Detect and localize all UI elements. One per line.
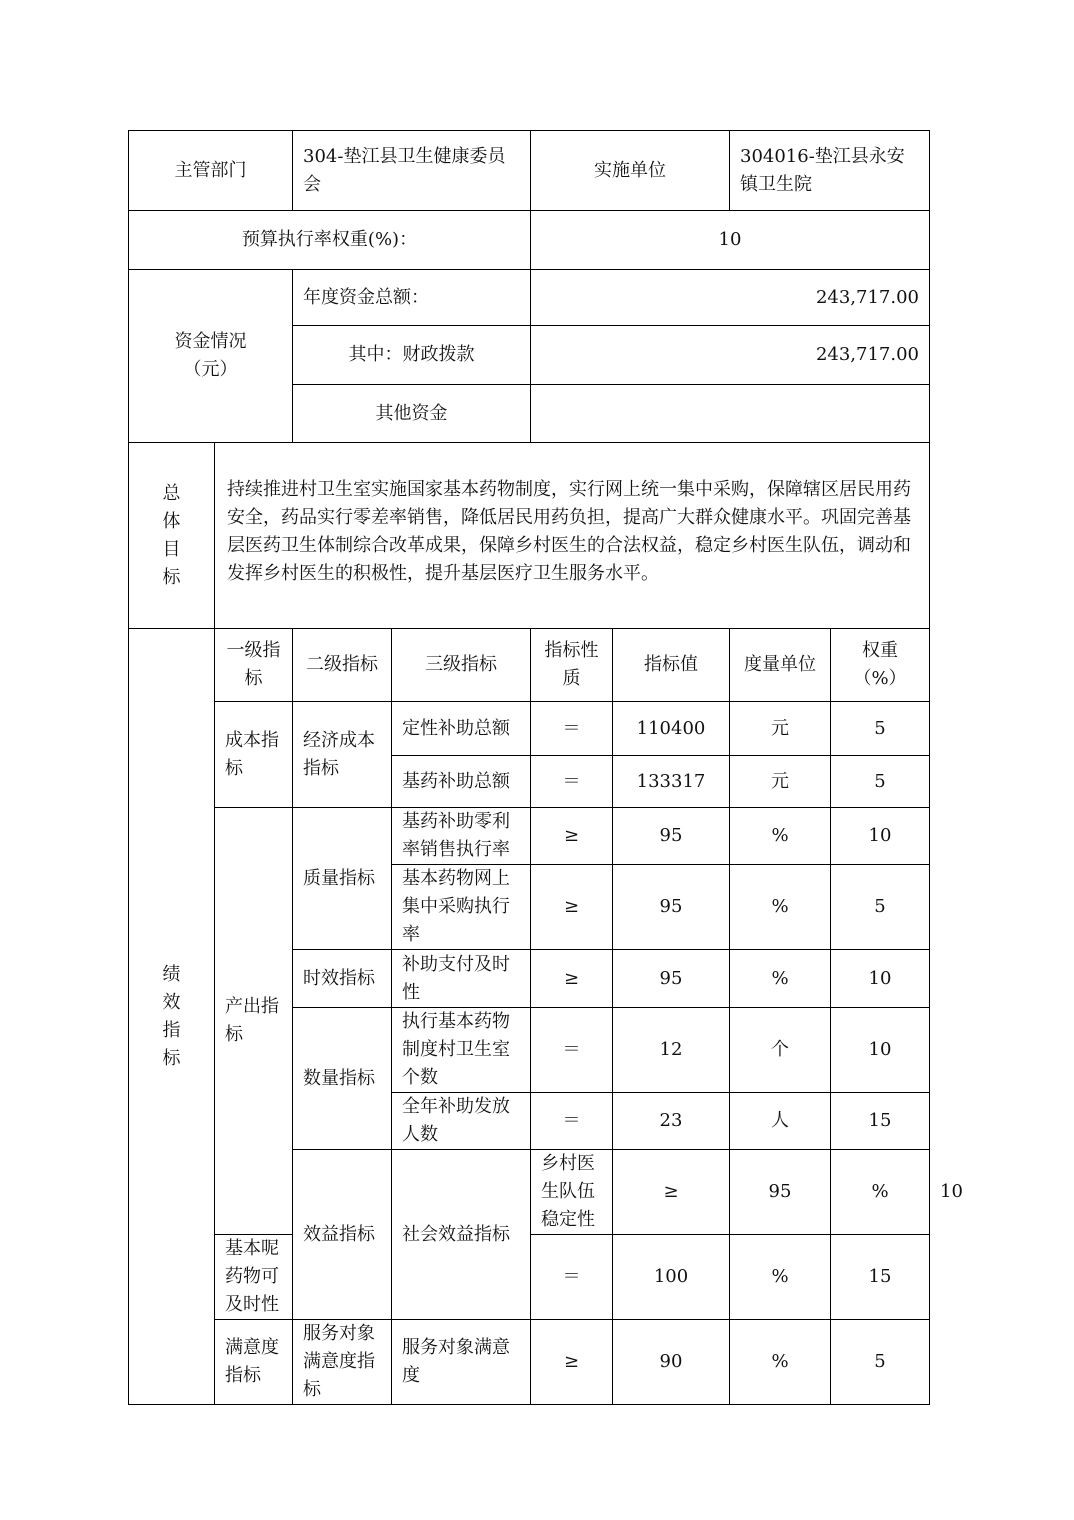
nature-cell: ≥: [531, 950, 613, 1008]
table-row: [129, 1320, 930, 1405]
funds-total-label: 年度资金总额：: [293, 270, 531, 326]
value-cell: 100: [613, 1235, 730, 1320]
level2-timeliness: 时效指标: [293, 950, 392, 1008]
col-header-level3: 三级指标: [392, 629, 531, 702]
performance-label: [129, 629, 215, 1405]
table-row: [129, 808, 930, 865]
indicator-cell: 乡村医生队伍稳定性: [531, 1150, 613, 1235]
value-cell: 95: [613, 808, 730, 865]
unit-cell: 人: [730, 1093, 831, 1150]
level1-satisfaction: 满意度指标: [215, 1320, 293, 1405]
level1-output: 产出指标: [215, 808, 293, 1235]
funds-fiscal-value: 243,717.00: [531, 326, 930, 385]
unit-cell: %: [730, 1235, 831, 1320]
performance-label-char: 效: [162, 991, 181, 1013]
unit-cell: %: [831, 1150, 930, 1235]
goal-text: 持续推进村卫生室实施国家基本药物制度，实行网上统一集中采购，保障辖区居民用药安全，药品实行零差率销售，降低居民用药负担，提高广大群众健康水平。巩固完善基层医药卫生体制综合改革成果，保障乡村医生的合法权益，稳定乡村医生队伍，调动和发挥乡村医生的积极性，提升基层医疗卫生服务水平。: [215, 443, 930, 629]
value-cell: 110400: [613, 702, 730, 756]
unit-cell: 元: [730, 756, 831, 808]
value-cell: 23: [613, 1093, 730, 1150]
indicator-cell: 服务对象满意度: [392, 1320, 531, 1405]
funds-other-value: [531, 385, 930, 443]
indicator-cell: 补助支付及时性: [392, 950, 531, 1008]
value-cell: 90: [613, 1320, 730, 1405]
nature-cell: ≥: [531, 865, 613, 950]
indicator-cell: 基本呢药物可及时性: [215, 1235, 293, 1320]
indicator-cell: 定性补助总额: [392, 702, 531, 756]
weight-cell: 15: [831, 1093, 930, 1150]
nature-cell: ＝: [531, 1008, 613, 1093]
indicator-cell: 基本药物网上集中采购执行率: [392, 865, 531, 950]
indicator-cell: 基药补助总额: [392, 756, 531, 808]
nature-cell: ＝: [531, 1235, 613, 1320]
unit-label: 实施单位: [531, 131, 730, 211]
unit-cell: 元: [730, 702, 831, 756]
col-header-nature: 指标性质: [531, 629, 613, 702]
goal-label-char: 目: [162, 538, 181, 560]
weight-cell: 10: [831, 808, 930, 865]
goal-label-char: 标: [162, 566, 181, 588]
weight-cell: 5: [831, 865, 930, 950]
level2-economic-cost: 经济成本指标: [293, 702, 392, 808]
col-header-level1: 一级指标: [215, 629, 293, 702]
level2-service-satisfaction: 服务对象满意度指标: [293, 1320, 392, 1405]
goal-label: [129, 443, 215, 629]
value-cell: 95: [613, 950, 730, 1008]
unit-cell: %: [730, 808, 831, 865]
level2-social-benefit: 社会效益指标: [392, 1150, 531, 1320]
value-cell: 133317: [613, 756, 730, 808]
goal-label-char: 体: [162, 510, 181, 532]
indicator-cell: 执行基本药物制度村卫生室个数: [392, 1008, 531, 1093]
unit-cell: %: [730, 1320, 831, 1405]
value-cell: 95: [730, 1150, 831, 1235]
performance-target-table: [128, 130, 963, 1405]
funds-fiscal-label: 其中：财政拨款: [293, 326, 531, 385]
goal-label-char: 总: [162, 482, 181, 504]
funds-label-line2: （元）: [183, 359, 238, 380]
level1-cost: 成本指标: [215, 702, 293, 808]
col-header-unit: 度量单位: [730, 629, 831, 702]
performance-label-char: 标: [162, 1047, 181, 1069]
nature-cell: ＝: [531, 702, 613, 756]
weight-cell: 5: [831, 702, 930, 756]
col-header-value: 指标值: [613, 629, 730, 702]
unit-cell: %: [730, 865, 831, 950]
col-header-weight: 权重（%）: [831, 629, 930, 702]
unit-cell: %: [730, 950, 831, 1008]
level2-quality: 质量指标: [293, 808, 392, 950]
unit-value: 304016-垫江县永安镇卫生院: [730, 131, 930, 211]
funds-label-line1: 资金情况: [174, 331, 247, 352]
nature-cell: ≥: [531, 1320, 613, 1405]
level2-quantity: 数量指标: [293, 1008, 392, 1150]
dept-value: 304-垫江县卫生健康委员会: [293, 131, 531, 211]
table-row: 效益指标 社会效益指标 乡村医生队伍稳定性 ≥ 95 % 10: [129, 1150, 930, 1235]
col-header-level2: 二级指标: [293, 629, 392, 702]
indicator-cell: 基药补助零利率销售执行率: [392, 808, 531, 865]
nature-cell: ≥: [613, 1150, 730, 1235]
funds-total-value: 243,717.00: [531, 270, 930, 326]
dept-label: 主管部门: [129, 131, 293, 211]
weight-cell: 15: [831, 1235, 930, 1320]
nature-cell: ≥: [531, 808, 613, 865]
level1-benefit: 效益指标: [293, 1150, 392, 1320]
performance-label-char: 指: [162, 1019, 181, 1041]
funds-other-label: 其他资金: [293, 385, 531, 443]
budget-weight-value: 10: [531, 211, 930, 270]
table-row: [129, 702, 930, 756]
weight-cell: 10: [831, 1008, 930, 1093]
indicator-cell: 全年补助发放人数: [392, 1093, 531, 1150]
funds-label: [129, 270, 293, 443]
weight-cell: 5: [831, 1320, 930, 1405]
weight-cell: 10: [831, 950, 930, 1008]
value-cell: 95: [613, 865, 730, 950]
weight-cell: 5: [831, 756, 930, 808]
nature-cell: ＝: [531, 1093, 613, 1150]
budget-weight-label: 预算执行率权重(%)：: [129, 211, 531, 270]
value-cell: 12: [613, 1008, 730, 1093]
nature-cell: ＝: [531, 756, 613, 808]
unit-cell: 个: [730, 1008, 831, 1093]
performance-label-char: 绩: [162, 963, 181, 985]
